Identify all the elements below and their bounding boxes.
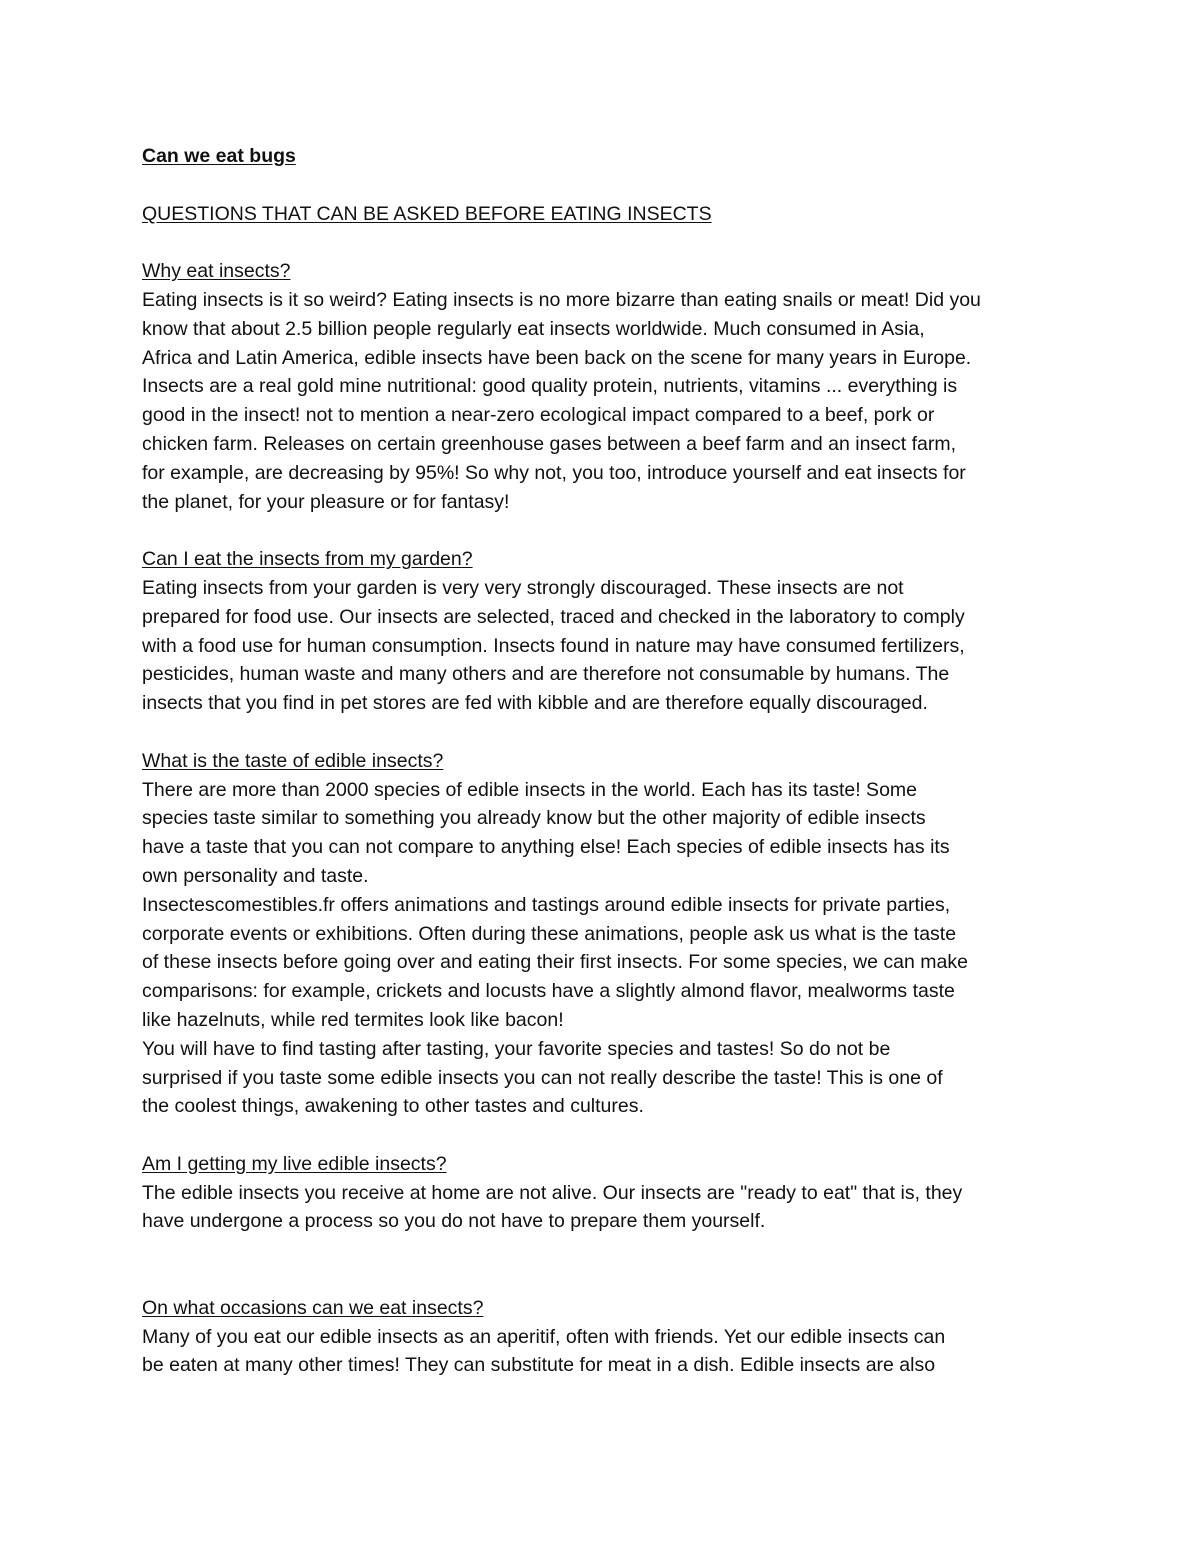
- spacer: [142, 1236, 1072, 1265]
- faq-answer-line: There are more than 2000 species of edible insects in the world. Each has its taste! Some: [142, 778, 918, 801]
- spacer: [142, 718, 1072, 747]
- faq-answer-line: the planet, for your pleasure or for fantasy!: [142, 490, 510, 513]
- faq-answer-line: species taste similar to something you already know but the other majority of edible insects: [142, 807, 926, 830]
- faq-answer-line: good in the insect! not to mention a near-zero ecological impact compared to a beef, pork or: [142, 404, 935, 427]
- document-title: Can we eat bugs: [142, 145, 296, 167]
- faq-answer-line: like hazelnuts, while red termites look like bacon!: [142, 1008, 564, 1031]
- faq-question: Am I getting my live edible insects?: [142, 1152, 447, 1175]
- faq-question: Can I eat the insects from my garden?: [142, 548, 473, 571]
- faq-answer-line: prepared for food use. Our insects are selected, traced and checked in the laboratory to comply: [142, 605, 965, 628]
- faq-question: What is the taste of edible insects?: [142, 749, 444, 772]
- spacer: [142, 1121, 1072, 1150]
- faq-answer-line: surprised if you taste some edible insects you can not really describe the taste! This is one of: [142, 1066, 943, 1089]
- faq-answer-line: be eaten at many other times! They can substitute for meat in a dish. Edible insects are also: [142, 1354, 936, 1377]
- faq-answer-line: chicken farm. Releases on certain greenhouse gases between a beef farm and an insect farm,: [142, 432, 957, 455]
- faq-answer-line: with a food use for human consumption. Insects found in nature may have consumed fertilizers,: [142, 634, 965, 657]
- faq-section-live-insects: [142, 1150, 1072, 1236]
- faq-answer-line: Many of you eat our edible insects as an aperitif, often with friends. Yet our edible insects can: [142, 1325, 946, 1348]
- faq-answer-line: have undergone a process so you do not have to prepare them yourself.: [142, 1210, 766, 1233]
- faq-answer-line: Insects are a real gold mine nutritional: good quality protein, nutrients, vitamins ... everything is: [142, 375, 958, 398]
- faq-question: Why eat insects?: [142, 260, 291, 283]
- faq-answer-line: comparisons: for example, crickets and locusts have a slightly almond flavor, mealworms taste: [142, 980, 955, 1003]
- document-heading: QUESTIONS THAT CAN BE ASKED BEFORE EATING INSECTS: [142, 202, 712, 225]
- faq-answer-line: Insectescomestibles.fr offers animations and tastings around edible insects for private parties,: [142, 893, 951, 916]
- faq-answer-line: The edible insects you receive at home are not alive. Our insects are "ready to eat" that is, they: [142, 1181, 963, 1204]
- spacer: [142, 228, 1072, 257]
- faq-answer-line: own personality and taste.: [142, 864, 369, 887]
- faq-answer-line: Eating insects from your garden is very very strongly discouraged. These insects are not: [142, 576, 904, 599]
- faq-answer-line: You will have to find tasting after tasting, your favorite species and tastes! So do not be: [142, 1037, 891, 1060]
- spacer: [142, 171, 1072, 200]
- faq-answer-line: Eating insects is it so weird? Eating insects is no more bizarre than eating snails or meat! Did you: [142, 288, 981, 311]
- faq-section-garden-insects: [142, 545, 1072, 718]
- faq-section-why-eat-insects: [142, 257, 1072, 516]
- faq-section-taste: [142, 747, 1072, 1121]
- faq-answer-line: pesticides, human waste and many others and are therefore not consumable by humans. The: [142, 663, 950, 686]
- faq-answer-line: of these insects before going over and eating their first insects. For some species, we can make: [142, 951, 968, 974]
- document-body: [142, 142, 1072, 1380]
- spacer: [142, 1265, 1072, 1294]
- faq-answer-line: know that about 2.5 billion people regularly eat insects worldwide. Much consumed in Asia,: [142, 317, 925, 340]
- faq-answer-line: have a taste that you can not compare to anything else! Each species of edible insects has its: [142, 836, 950, 859]
- spacer: [142, 516, 1072, 545]
- faq-question: On what occasions can we eat insects?: [142, 1296, 484, 1319]
- faq-answer-line: the coolest things, awakening to other tastes and cultures.: [142, 1095, 644, 1118]
- faq-section-occasions: [142, 1294, 1072, 1380]
- faq-answer-line: Africa and Latin America, edible insects have been back on the scene for many years in Europe.: [142, 346, 972, 369]
- faq-answer-line: corporate events or exhibitions. Often during these animations, people ask us what is the taste: [142, 922, 957, 945]
- faq-answer-line: insects that you find in pet stores are fed with kibble and are therefore equally discouraged.: [142, 692, 928, 715]
- faq-answer-line: for example, are decreasing by 95%! So why not, you too, introduce yourself and eat insects for: [142, 461, 966, 484]
